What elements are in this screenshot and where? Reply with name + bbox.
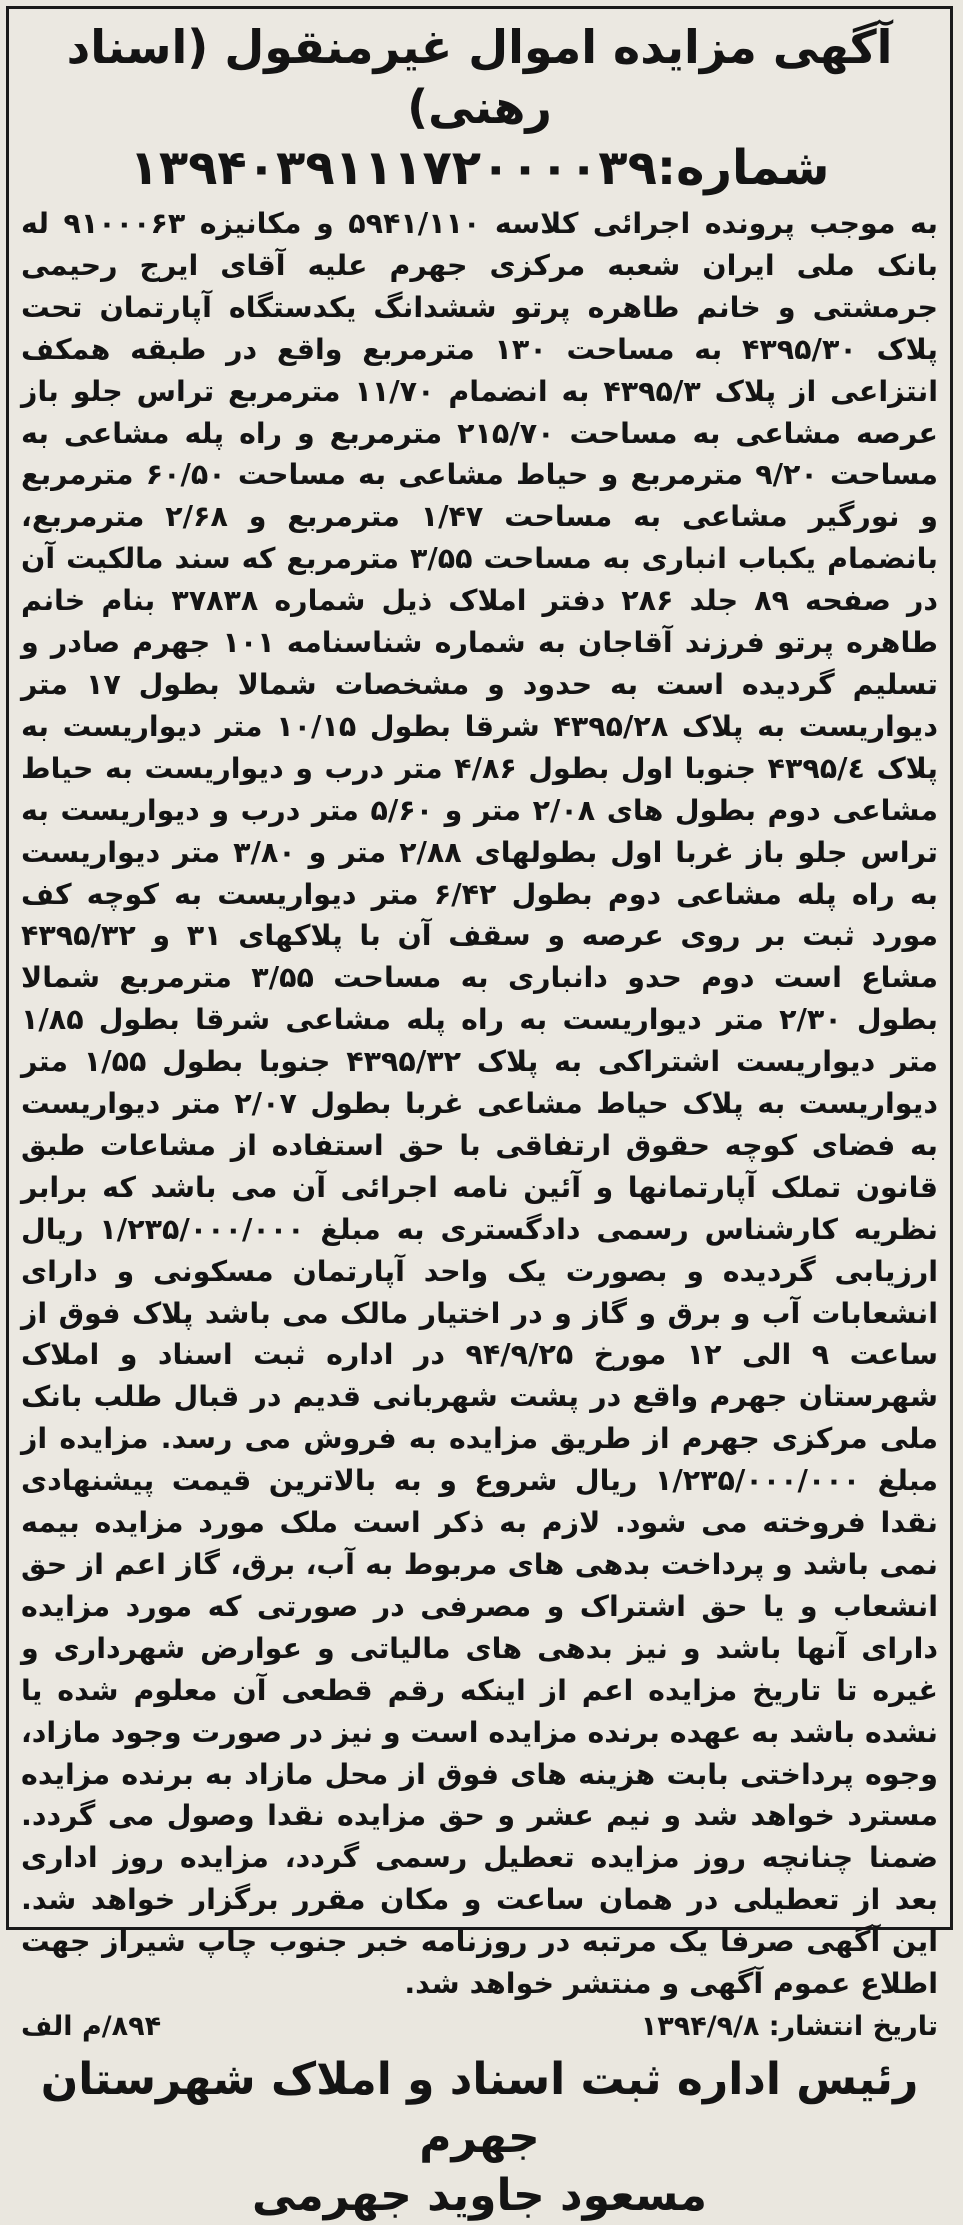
reference-code: ۸۹۴/م الف [21,2010,162,2042]
signer-name: مسعود جاوید جهرمی [251,2169,708,2221]
notice-footer [21,2007,938,2047]
notice-body: به موجب پرونده اجرائی کلاسه ۵۹۴۱/۱۱۰ و مکانیزه ۹۱۰۰۰۶۳ له بانک ملی ایران شعبه مرکزی جهرم علیه آقای ایرج رحیمی جرمشتی و خانم طاهره پرتو ششدانگ یکدستگاه آپارتمان تحت پلاک ۴۳۹۵/۳۰ به مساحت ۱۳۰ مترمربع واقع در طبقه همکف انتزاعی از پلاک ۴۳۹۵/۳ به انضمام ۱۱/۷۰ مترمربع تراس جلو باز عرصه مشاعی به مساحت ۲۱۵/۷۰ مترمربع و راه پله مشاعی به مساحت ۹/۲۰ مترمربع و حیاط مشاعی به مساحت ۶۰/۵۰ مترمربع و نورگیر مشاعی به مساحت ۱/۴۷ مترمربع و ۲/۶۸ مترمربع، بانضمام یکباب انباری به مساحت ۳/۵۵ مترمربع که سند مالکیت آن در صفحه ۸۹ جلد ۲۸۶ دفتر املاک ذیل شماره ۳۷۸۳۸ بنام خانم طاهره پرتو فرزند آقاجان به شماره شناسنامه ۱۰۱ جهرم صادر و تسلیم گردیده است به حدود و مشخصات شمالا بطول ۱۷ متر دیواریست به پلاک ۴۳۹۵/۲۸ شرقا بطول ۱۰/۱۵ متر دیواریست به پلاک ۴۳۹۵/٤ جنوبا اول بطول ۴/۸۶ متر درب و دیواریست به حیاط مشاعی دوم بطول های ۲/۰۸ متر و ۵/۶۰ متر درب و دیواریست به تراس جلو باز غربا اول بطولهای ۲/۸۸ متر و ۳/۸۰ متر دیواریست به راه پله مشاعی دوم بطول ۶/۴۲ متر دیواریست به کوچه کف مورد ثبت بر روی عرصه و سقف آن با پلاکهای ۳۱ و ۴۳۹۵/۳۲ مشاع است دوم حدو دانباری به مساحت ۳/۵۵ مترمربع شمالا بطول ۲/۳۰ متر دیواریست به راه پله مشاعی شرقا بطول ۱/۸۵ متر دیواریست اشتراکی به پلاک ۴۳۹۵/۳۲ جنوبا بطول ۱/۵۵ متر دیواریست به پلاک حیاط مشاعی غربا بطول ۲/۰۷ متر دیواریست به فضای کوچه حقوق ارتفاقی با حق استفاده از مشاعات طبق قانون تملک آپارتمانها و آئین نامه اجرائی آن می باشد که برابر نظریه کارشناس رسمی دادگستری به مبلغ ۱/۲۳۵/۰۰۰/۰۰۰ ریال ارزیابی گردیده و بصورت یک واحد آپارتمان مسکونی و دارای انشعابات آب و برق و گاز و در اختیار مالک می باشد پلاک فوق از ساعت ۹ الی ۱۲ مورخ ۹۴/۹/۲۵ در اداره ثبت اسناد و املاک شهرستان جهرم واقع در پشت شهربانی قدیم در قبال طلب بانک ملی مرکزی جهرم از طریق مزایده به فروش می رسد. مزایده از مبلغ ۱/۲۳۵/۰۰۰/۰۰۰ ریال شروع و به بالاترین قیمت پیشنهادی نقدا فروخته می شود. لازم به ذکر است ملک مورد مزایده بیمه نمی باشد و پرداخت بدهی های مربوط به آب، برق، گاز اعم از حق انشعاب و یا حق اشتراک و مصرفی در صورتی که مورد مزایده دارای آنها باشد و نیز بدهی های مالیاتی و عوارض شهرداری و غیره تا تاریخ مزایده اعم از اینکه رقم قطعی آن معلوم شده یا نشده باشد به عهده برنده مزایده است و نیز در صورت وجود مازاد، وجوه پرداختی بابت هزینه های فوق از محل مازاد به برنده مزایده مسترد خواهد شد و نیم عشر و حق مزایده نقدا وصول می گردد. ضمنا چنانچه روز مزایده تعطیل رسمی گردد، مزایده روز اداری بعد از تعطیلی در همان ساعت و مکان مقرر برگزار خواهد شد. این آگهی صرفا یک مرتبه در روزنامه خبر جنوب چاپ شیراز جهت اطلاع عموم آگهی و منتشر خواهد شد. [20,207,939,2001]
publish-date: تاریخ انتشار: ۱۳۹۴/۹/۸ [640,2010,938,2042]
notice-number: شماره:۱۳۹۴۰۳۹۱۱۱۷۲۰۰۰۰۳۹ [129,140,830,196]
notice-title: آگهی مزایده اموال غیرمنقول (اسناد رهنی) [66,20,893,134]
signer-title: رئیس اداره ثبت اسناد و املاک شهرستان جهرم [40,2053,919,2163]
auction-notice [6,6,953,2221]
